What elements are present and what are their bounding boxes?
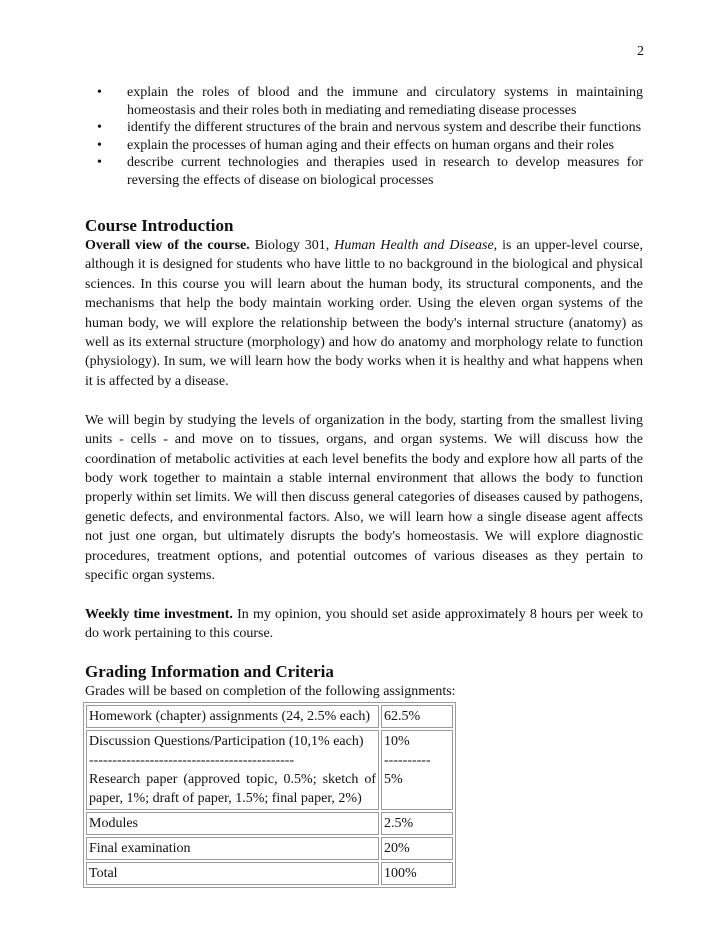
grading-heading: Grading Information and Criteria [85, 661, 334, 681]
research-paper-weight: 5% [384, 772, 403, 788]
bullet-icon: • [97, 137, 102, 153]
table-cell-weight [381, 730, 453, 810]
grades-table [83, 702, 456, 888]
table-row [86, 862, 453, 885]
overall-view-paragraph: Overall view of the course. Biology 301, Human Health and Disease, is an upper-level course, although it is designed for students who have little to no background in the biological and physical sciences. In this course you will learn about the human body, its structural components, and the mechanisms that help the body maintain working order. Using the eleven organ systems of the human body, we will explore the relationship between the body's internal structure (anatomy) as well as its external structure (morphology) and how do anatomy and morphology relate to function (physiology). In sum, we will learn how the body works when it is healthy and what happens when it is affected by a disease. [85, 238, 643, 389]
course-introduction-heading: Course Introduction [85, 216, 234, 235]
table-row [86, 812, 453, 835]
discussion-weight: 10% [384, 734, 410, 750]
table-row [86, 837, 453, 860]
objectives-list [95, 84, 643, 189]
table-cell-item: Total [86, 862, 379, 885]
table-row [86, 705, 453, 728]
divider: ---------- [384, 753, 431, 769]
levels-paragraph: We will begin by studying the levels of organization in the body, starting from the smallest living units - cells - and move on to tissues, organs, and organ systems. We will discuss how the coordination of metabolic activities at each level benefits the body and explore how all parts of the body work together to maintain a stable internal environment that allows the body to function properly within set limits. We will then discuss general categories of diseases caused by pathogens, genetic defects, and environmental factors. Also, we will learn how a single disease agent affects not just one organ, but ultimately disrupts the body's homeostasis. We will explore diagnostic procedures, treatment options, and potential outcomes of various diseases as they pertain to specific organ systems. [85, 412, 643, 583]
table-cell-item: Homework (chapter) assignments (24, 2.5% each) [86, 705, 379, 728]
research-paper-item: Research paper (approved topic, 0.5%; sketch of paper, 1%; draft of paper, 1.5%; final paper, 2%) [89, 772, 376, 807]
list-item [95, 154, 643, 189]
table-cell-weight: 2.5% [381, 812, 453, 835]
list-item-text: explain the roles of blood and the immune and circulatory systems in maintaining homeostasis and their roles both in mediating and remediating disease processes [127, 85, 643, 118]
bullet-icon: • [97, 85, 102, 100]
list-item-text: identify the different structures of the brain and nervous system and describe their functions [127, 120, 642, 135]
bullet-icon: • [97, 155, 102, 170]
overall-view-lead: Overall view of the course. [85, 238, 250, 253]
grading-intro: Grades will be based on completion of the following assignments: [85, 683, 456, 699]
table-cell-weight: 20% [381, 837, 453, 860]
course-title: Human Health and Disease, [334, 238, 498, 253]
weekly-time-paragraph: Weekly time investment. In my opinion, you should set aside approximately 8 hours per week to do work pertaining to this course. [85, 606, 643, 642]
list-item [95, 84, 643, 119]
weekly-time-lead: Weekly time investment. [85, 606, 233, 622]
list-item-text: explain the processes of human aging and their effects on human organs and their roles [127, 137, 615, 153]
list-item-text: describe current technologies and therapies used in research to develop measures for reversing the effects of disease on biological processes [127, 155, 643, 188]
bullet-icon: • [97, 120, 102, 135]
table-cell-item: Final examination [86, 837, 379, 860]
list-item [95, 119, 643, 137]
table-cell-weight: 100% [381, 862, 453, 885]
list-item [95, 137, 643, 155]
table-cell-weight: 62.5% [381, 705, 453, 728]
table-row [86, 730, 453, 810]
table-cell-item: Modules [86, 812, 379, 835]
divider: -------------------------------------------- [89, 753, 295, 769]
page-number: 2 [637, 44, 644, 59]
table-cell-item [86, 730, 379, 810]
discussion-item: Discussion Questions/Participation (10,1% each) [89, 734, 364, 750]
main-content [85, 216, 643, 888]
